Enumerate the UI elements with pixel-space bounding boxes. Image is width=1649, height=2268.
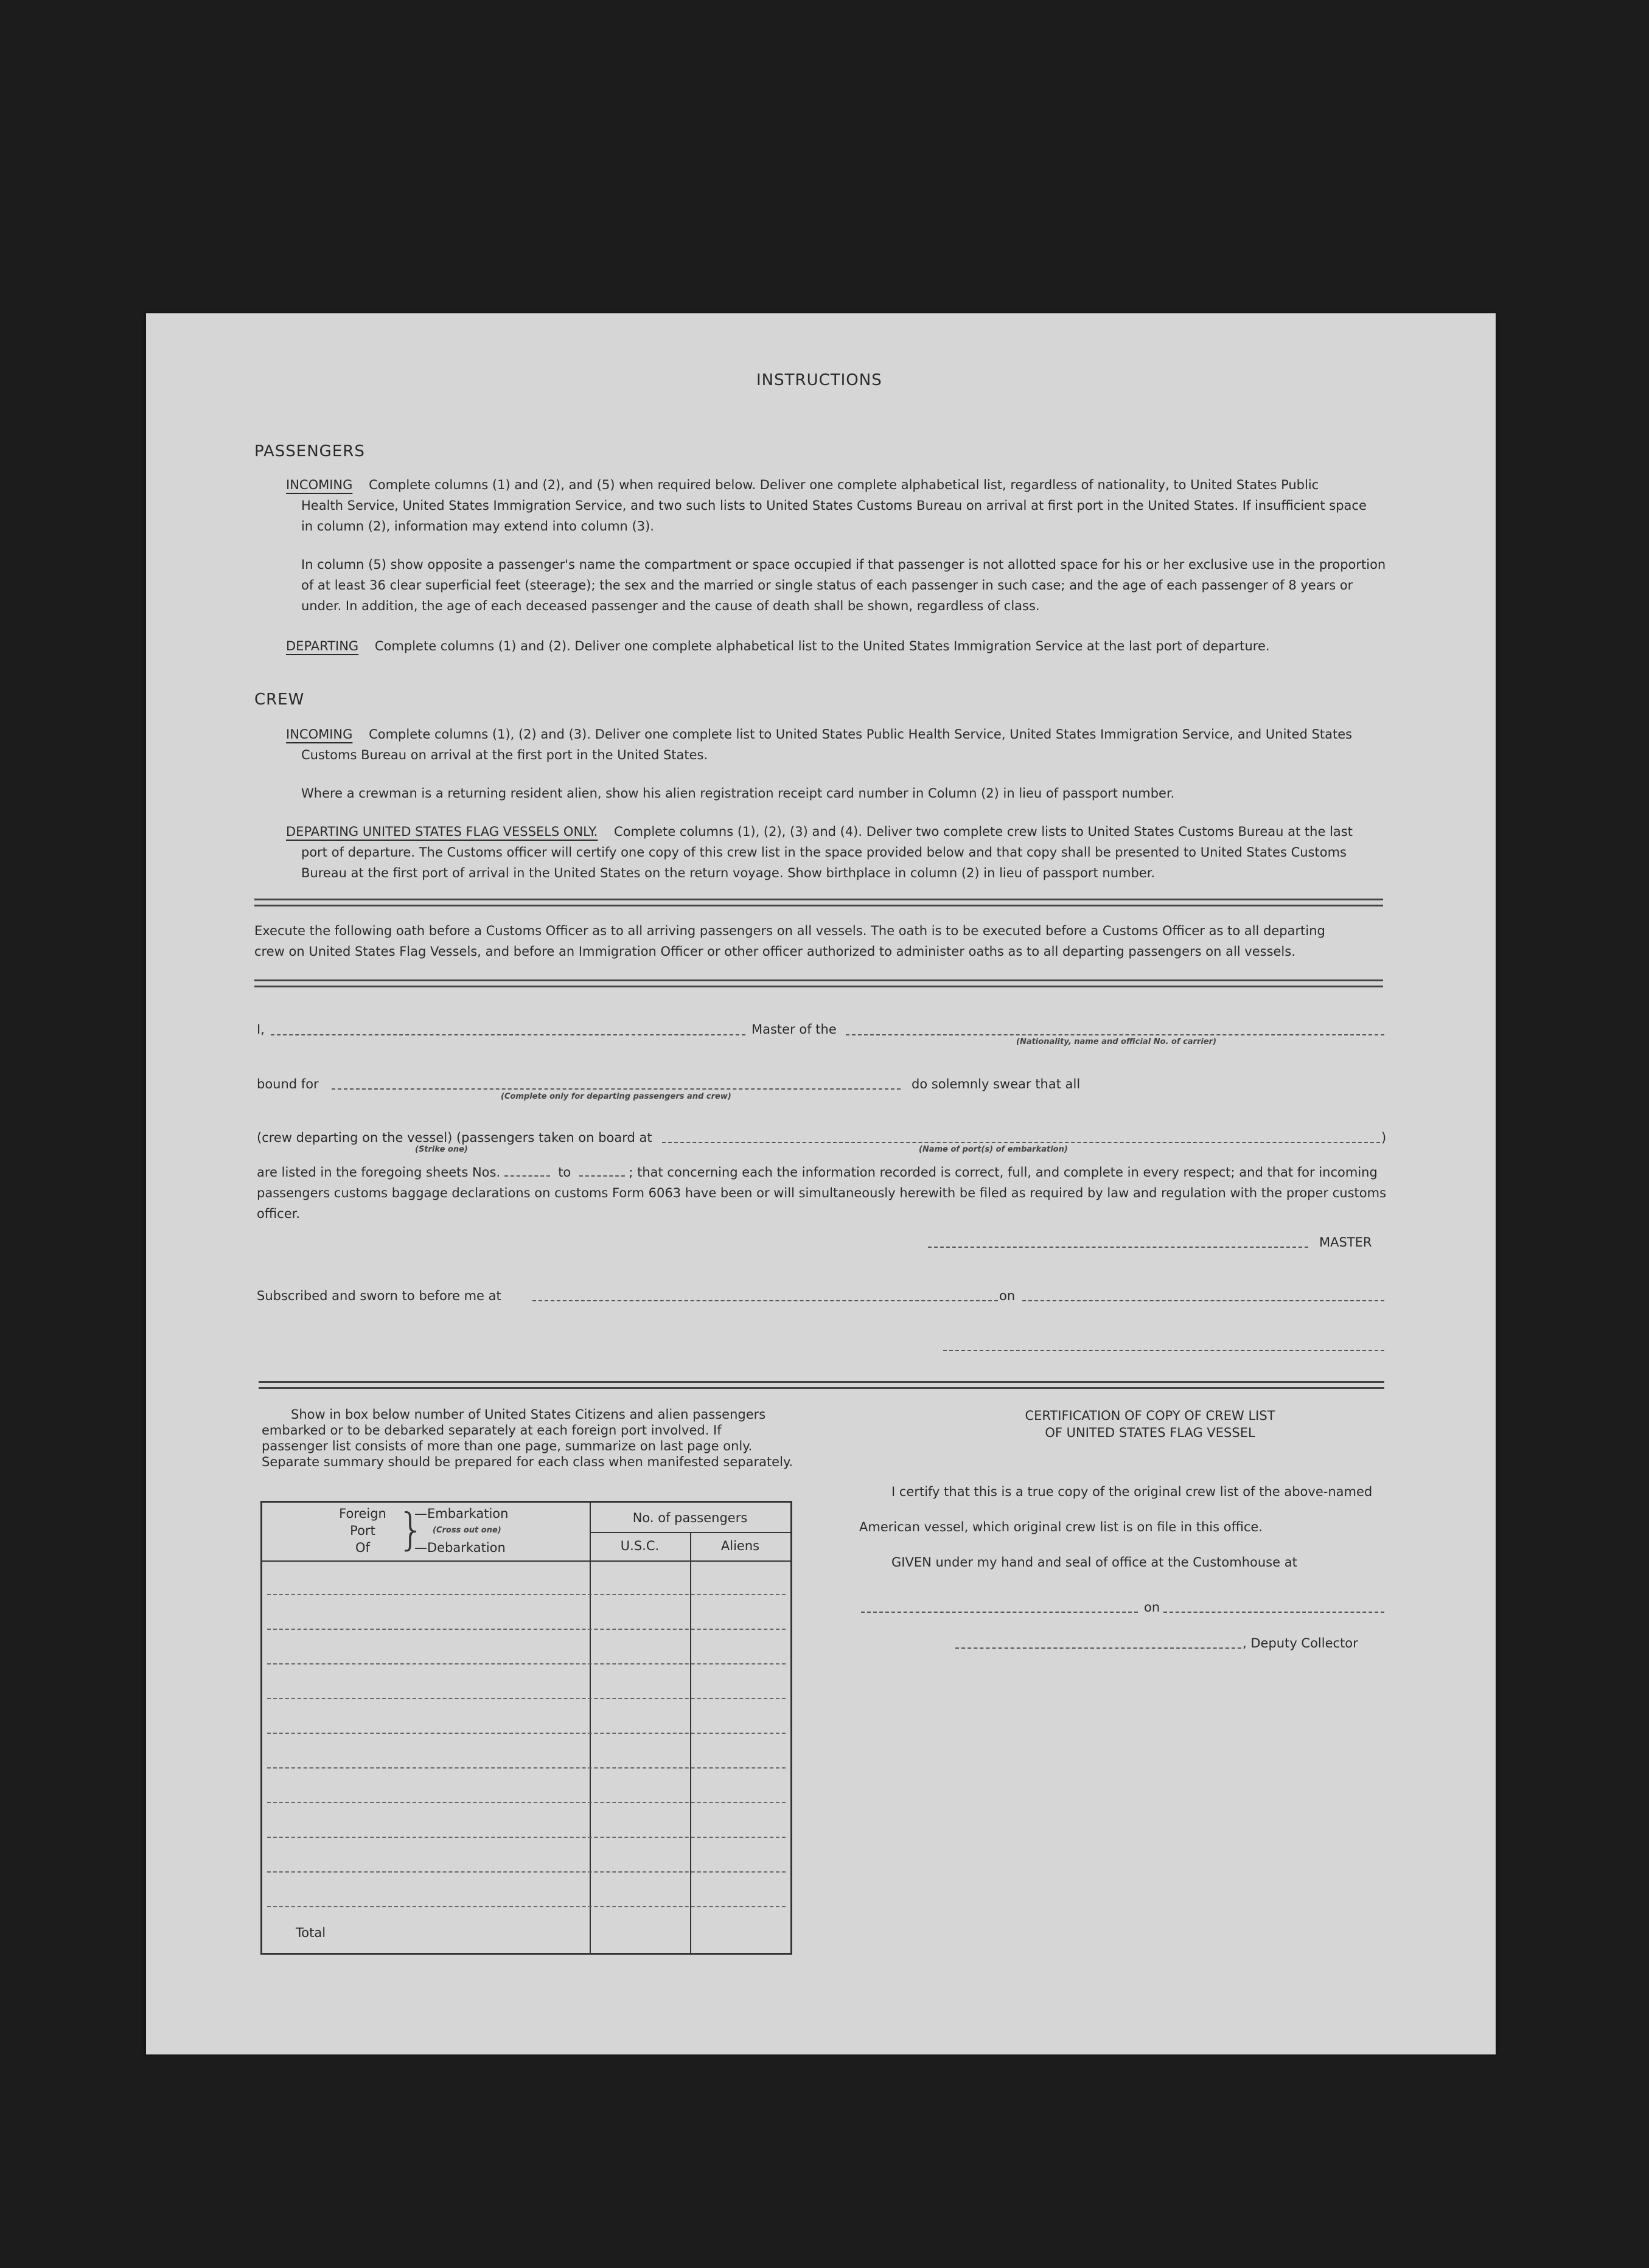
crew-departing-line3: Bureau at the first port of arrival in the United States on the return voyage. Show birthplace in column (2) in lieu of passport number. bbox=[301, 866, 1156, 880]
table-row[interactable] bbox=[267, 1837, 786, 1838]
port-label: Port bbox=[350, 1523, 375, 1538]
master-signature-field[interactable] bbox=[928, 1247, 1308, 1248]
brace-icon: } bbox=[397, 1504, 425, 1555]
officer-signature-field[interactable] bbox=[943, 1350, 1384, 1351]
certification-date-field[interactable] bbox=[1163, 1612, 1384, 1613]
master-label: MASTER bbox=[1319, 1235, 1372, 1250]
master-of-label: Master of the bbox=[751, 1022, 837, 1037]
crew-departing-line1 bbox=[286, 821, 1353, 842]
subscribed-date-field[interactable] bbox=[1022, 1300, 1384, 1301]
strike-one-note: (Strike one) bbox=[415, 1145, 468, 1154]
subscribed-place-field[interactable] bbox=[532, 1300, 998, 1301]
form-sheet bbox=[146, 313, 1496, 2054]
crew-incoming-text: Complete columns (1), (2) and (3). Deliver one complete list to United States Public Health Service, United States Immigration Service, and United States bbox=[369, 727, 1353, 742]
double-rule bbox=[254, 979, 1383, 987]
of-label: Of bbox=[355, 1540, 370, 1555]
certification-text2: American vessel, which original crew list is on file in this office. bbox=[859, 1520, 1263, 1534]
complete-only-note: (Complete only for departing passengers and crew) bbox=[501, 1092, 731, 1101]
certification-title-line1: CERTIFICATION OF COPY OF CREW LIST bbox=[1025, 1408, 1275, 1423]
passengers-incoming-line2: Health Service, United States Immigration Service, and two such lists to United States Customs Bureau on arrival at first port in the United States. If insufficient space bbox=[301, 498, 1367, 513]
ports-note: (Name of port(s) of embarkation) bbox=[919, 1145, 1068, 1154]
column-divider bbox=[590, 1503, 591, 1953]
table-row[interactable] bbox=[267, 1906, 786, 1907]
subscribed-label: Subscribed and sworn to before me at bbox=[257, 1289, 501, 1303]
crew-resident-text: Where a crewman is a returning resident alien, show his alien registration receipt card number in Column (2) in lieu of passport number. bbox=[301, 786, 1175, 801]
listed-to: to bbox=[558, 1165, 571, 1180]
crew-departing-label: DEPARTING UNITED STATES FLAG VESSELS ONLY. bbox=[286, 824, 598, 839]
passenger-summary-table bbox=[260, 1501, 792, 1955]
total-label: Total bbox=[296, 1925, 326, 1940]
listed-text-b: ; that concerning each the information recorded is correct, full, and complete in every respect; and that for incoming bbox=[629, 1165, 1378, 1180]
certification-on-label: on bbox=[1144, 1600, 1160, 1615]
aliens-header: Aliens bbox=[720, 1539, 760, 1553]
oath-i-label: I, bbox=[257, 1022, 265, 1037]
embarkation-port-field[interactable] bbox=[662, 1142, 1380, 1143]
crew-departing-text: (crew departing on the vessel) (passengers taken on board at bbox=[257, 1130, 652, 1145]
no-passengers-header: No. of passengers bbox=[632, 1511, 748, 1525]
certification-text3: GIVEN under my hand and seal of office at the Customhouse at bbox=[891, 1555, 1297, 1570]
page-title: INSTRUCTIONS bbox=[756, 371, 882, 389]
crew-incoming-line2: Customs Bureau on arrival at the first port in the United States. bbox=[301, 748, 708, 762]
listed-line1 bbox=[257, 1162, 1378, 1183]
table-row[interactable] bbox=[267, 1733, 786, 1734]
sheet-from-field[interactable] bbox=[504, 1175, 550, 1177]
foreign-label: Foreign bbox=[339, 1506, 386, 1521]
passengers-departing-label: DEPARTING bbox=[286, 639, 359, 653]
bound-for-field[interactable] bbox=[332, 1088, 901, 1090]
swear-text: do solemnly swear that all bbox=[912, 1077, 1081, 1091]
column5-line1: In column (5) show opposite a passenger's name the compartment or space occupied if that passenger is not allotted space for his or her exclusive use in the proportion bbox=[301, 557, 1386, 572]
bound-for-label: bound for bbox=[257, 1077, 319, 1091]
listed-text-a: are listed in the foregoing sheets Nos. bbox=[257, 1165, 501, 1180]
embarkation-label: —Embarkation bbox=[414, 1506, 509, 1521]
cross-out-note: (Cross out one) bbox=[433, 1526, 501, 1535]
listed-line2: passengers customs baggage declarations on customs Form 6063 have been or will simultaneously herewith be filed as required by law and regulation with the proper customs bbox=[257, 1186, 1387, 1200]
sheet-to-field[interactable] bbox=[579, 1175, 625, 1177]
passengers-heading: PASSENGERS bbox=[254, 442, 365, 461]
debarkation-label: —Debarkation bbox=[414, 1540, 506, 1555]
table-row[interactable] bbox=[267, 1871, 786, 1873]
header-bottom-line bbox=[262, 1560, 790, 1562]
double-rule bbox=[254, 899, 1383, 906]
summary-line1: Show in box below number of United States Citizens and alien passengers bbox=[291, 1407, 766, 1422]
certification-text1: I certify that this is a true copy of the original crew list of the above-named bbox=[891, 1484, 1373, 1499]
passengers-incoming-line3: in column (2), information may extend into column (3). bbox=[301, 519, 654, 534]
table-row[interactable] bbox=[267, 1663, 786, 1664]
subscribed-on-label: on bbox=[999, 1289, 1016, 1303]
oath-intro-line2: crew on United States Flag Vessels, and before an Immigration Officer or other officer authorized to administer oaths as to all departing passengers on all vessels. bbox=[254, 944, 1295, 959]
table-row[interactable] bbox=[267, 1594, 786, 1595]
customhouse-field[interactable] bbox=[861, 1612, 1138, 1613]
carrier-field[interactable] bbox=[846, 1034, 1384, 1035]
column5-line2: of at least 36 clear superficial feet (steerage); the sex and the married or single status of each passenger in such case; and the age of each passenger of 8 years or bbox=[301, 578, 1353, 593]
listed-line3: officer. bbox=[257, 1206, 300, 1221]
passengers-incoming-label: INCOMING bbox=[286, 478, 353, 492]
column5-line3: under. In addition, the age of each deceased passenger and the cause of death shall be shown, regardless of class. bbox=[301, 599, 1040, 613]
deputy-collector-label: , Deputy Collector bbox=[1243, 1636, 1358, 1651]
passengers-incoming-line1 bbox=[286, 475, 1442, 495]
table-row[interactable] bbox=[267, 1802, 786, 1803]
crew-incoming-label: INCOMING bbox=[286, 727, 353, 742]
summary-line2: embarked or to be debarked separately at each foreign port involved. If bbox=[262, 1423, 722, 1438]
oath-intro-line1: Execute the following oath before a Customs Officer as to all arriving passengers on all vessels. The oath is to be executed before a Customs Officer as to all departing bbox=[254, 924, 1325, 938]
table-row[interactable] bbox=[267, 1698, 786, 1699]
crew-heading: CREW bbox=[254, 690, 305, 709]
table-row[interactable] bbox=[267, 1629, 786, 1630]
close-paren: ) bbox=[1381, 1130, 1387, 1145]
certification-title-line2: OF UNITED STATES FLAG VESSEL bbox=[1045, 1425, 1255, 1440]
deputy-signature-field[interactable] bbox=[955, 1647, 1241, 1649]
usc-header: U.S.C. bbox=[620, 1539, 660, 1553]
passengers-incoming-text: Complete columns (1) and (2), and (5) when required below. Deliver one complete alphabetical list, regardless of nationality, to United States Public bbox=[369, 478, 1319, 492]
passengers-departing-text: Complete columns (1) and (2). Deliver one complete alphabetical list to the United States Immigration Service at the last port of departure. bbox=[374, 639, 1270, 653]
crew-incoming-line1 bbox=[286, 724, 1352, 745]
summary-line4: Separate summary should be prepared for each class when manifested separately. bbox=[262, 1455, 793, 1469]
carrier-note: (Nationality, name and official No. of carrier) bbox=[1016, 1037, 1217, 1046]
crew-departing-line2: port of departure. The Customs officer will certify one copy of this crew list in the space provided below and that copy shall be presented to United States Customs bbox=[301, 845, 1347, 860]
name-field[interactable] bbox=[271, 1034, 745, 1035]
table-row[interactable] bbox=[267, 1767, 786, 1769]
summary-line3: passenger list consists of more than one page, summarize on last page only. bbox=[262, 1439, 753, 1453]
double-rule bbox=[259, 1381, 1384, 1389]
crew-departing-text: Complete columns (1), (2), (3) and (4). Deliver two complete crew lists to United States Customs Bureau at the last bbox=[614, 824, 1353, 839]
passengers-departing-line bbox=[286, 636, 1270, 656]
